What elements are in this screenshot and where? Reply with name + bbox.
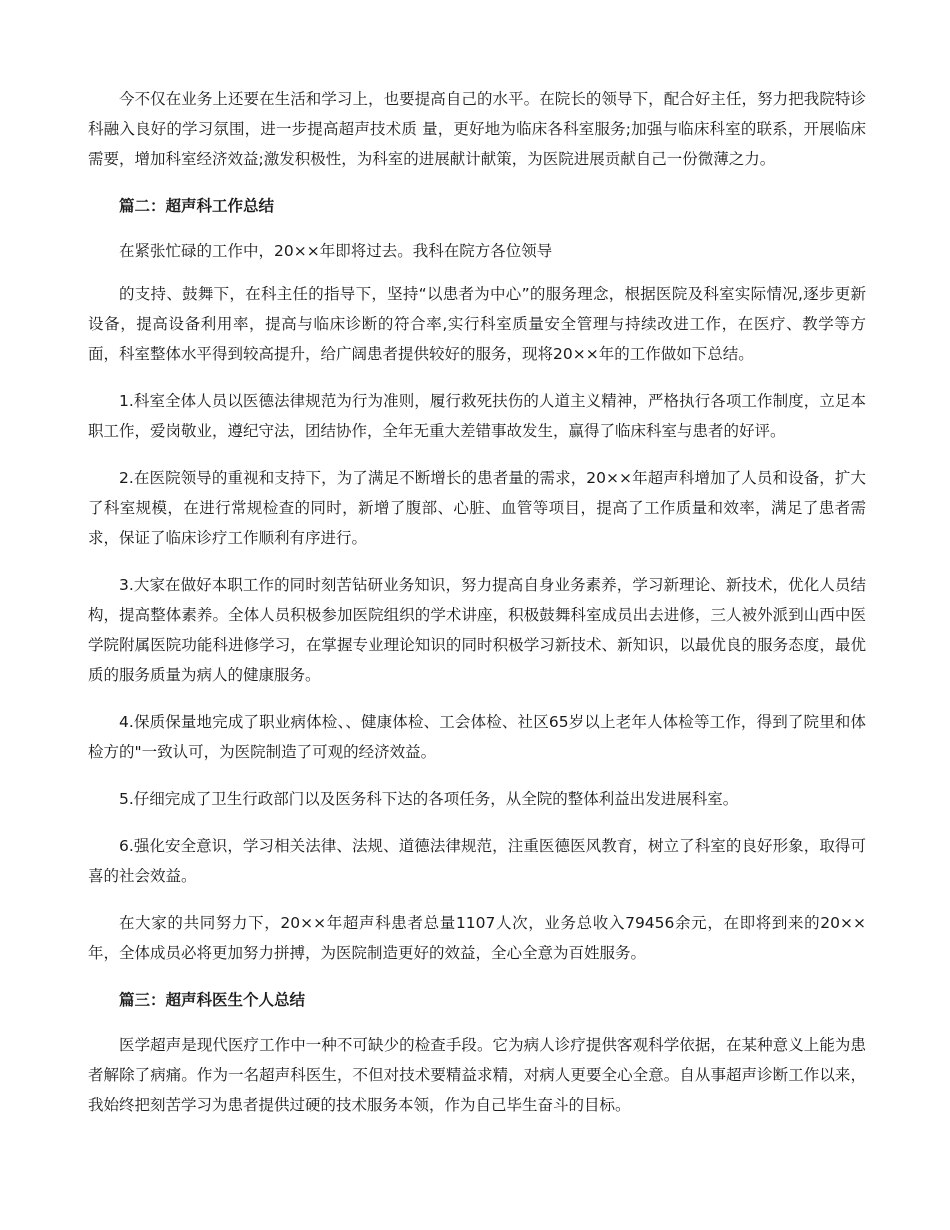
paragraph-summary-intro: 的支持、鼓舞下，在科主任的指导下，坚持“以患者为中心”的服务理念，根据医院及科室实际情况,逐步更新设备，提高设备利用率，提高与临床诊断的符合率,实行科室质量安全管理与持续改进工作，在医疗、教学等方面，科室整体水平得到较高提升，给广阔患者提供较好的服务，现将20××年的工作做如下总结。 xyxy=(88,285,866,363)
list-item-3: 3.大家在做好本职工作的同时刻苦钻研业务知识，努力提高自身业务素养，学习新理论、新技术，优化人员结构，提高整体素养。全体人员积极参加医院组织的学术讲座，积极鼓舞科室成员出去进修，三人被外派到山西中医学院附属医院功能科进修学习，在掌握专业理论知识的同时积极学习新技术、新知识，以最优良的服务态度，最优质的服务质量为病人的健康服务。 xyxy=(88,576,866,684)
section-heading-2: 篇二：超声科工作总结 xyxy=(119,197,275,215)
paragraph-personal-summary: 医学超声是现代医疗工作中一种不可缺少的检查手段。它为病人诊疗提供客观科学依据，在某种意义上能为患者解除了病痛。作为一名超声科医生，不但对技术要精益求精，对病人更要全心全意。自从事超声诊断工作以来，我始终把刻苦学习为患者提供过硬的技术服务本领，作为自己毕生奋斗的目标。 xyxy=(88,1036,866,1114)
section-heading-3: 篇三：超声科医生个人总结 xyxy=(119,991,306,1009)
list-item-1: 1.科室全体人员以医德法律规范为行为准则，履行救死扶伤的人道主义精神，严格执行各项工作制度，立足本职工作，爱岗敬业，遵纪守法，团结协作，全年无重大差错事故发生，赢得了临床科室与患者的好评。 xyxy=(88,392,866,440)
list-item-6: 6.强化安全意识，学习相关法律、法规、道德法律规范，注重医德医风教育，树立了科室的良好形象，取得可喜的社会效益。 xyxy=(88,837,866,885)
list-item-5: 5.仔细完成了卫生行政部门以及医务科下达的各项任务，从全院的整体利益出发进展科室。 xyxy=(119,790,739,808)
list-item-2: 2.在医院领导的重视和支持下，为了满足不断增长的患者量的需求，20××年超声科增加了人员和设备，扩大了科室规模，在进行常规检查的同时，新增了腹部、心脏、血管等项目，提高了工作质量和效率，满足了患者需求，保证了临床诊疗工作顺利有序进行。 xyxy=(88,469,866,547)
paragraph-opening: 在紧张忙碌的工作中，20××年即将过去。我科在院方各位领导 xyxy=(119,242,553,260)
paragraph-conclusion: 在大家的共同努力下，20××年超声科患者总量1107人次，业务总收入79456余元，在即将到来的20××年，全体成员必将更加努力拼搏，为医院制造更好的效益，全心全意为百姓服务。 xyxy=(88,914,866,962)
list-item-4: 4.保质保量地完成了职业病体检、、健康体检、工会体检、社区65岁以上老年人体检等工作，得到了院里和体检方的"一致认可，为医院制造了可观的经济效益。 xyxy=(88,713,866,761)
paragraph-intro: 今不仅在业务上还要在生活和学习上，也要提高自己的水平。在院长的领导下，配合好主任，努力把我院特诊科融入良好的学习氛围，进一步提高超声技术质 量，更好地为临床各科室服务;加强与临床科室的联系，开展临床需要，增加科室经济效益;激发积极性，为科室的进展献计献策，为医院进展贡献自己一份微薄之力。 xyxy=(88,90,866,168)
document-page xyxy=(88,84,866,1137)
